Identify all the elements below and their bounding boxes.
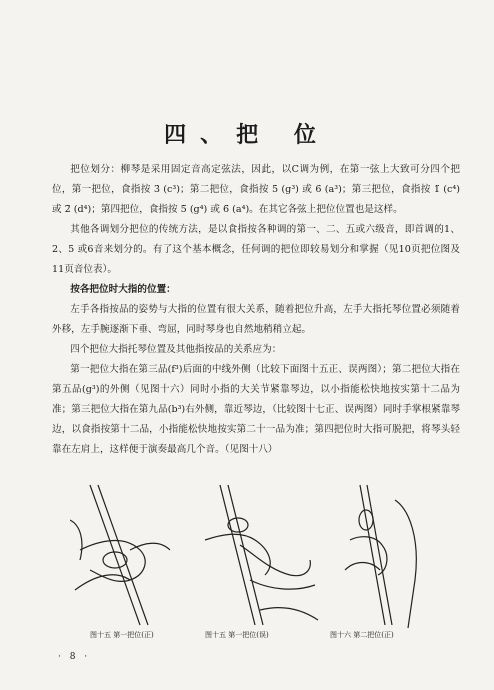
body-text [52,160,460,460]
figures [70,480,430,630]
paragraph-position-details: 第一把位大指在第三品(f³)后面的中线外侧（比较下面图十五正、误两图）；第二把位大指在第五品(g³)的外侧（见图十六）同时小指的大关节紧靠琴边，以小指能松快地按实第十二品为准；第三把位大指在第九品(b³)右外侧，靠近琴边，（比较图十七正、误两图）同时手掌根紧靠琴边，以食指按第十二品，小指能松快地按实第二十一品为准；第四把位时大指可脱把，将琴头轻靠在左肩上，这样便于演奏最高几个音。（见图十八） [52,364,460,455]
paragraph-position-division: 把位划分：柳琴是采用固定音高定弦法，因此，以C调为例，在第一弦上大致可分四个把位，第一把位，食指按 3̇ (c³)；第二把位，食指按 5̇ (g³) 或 6̇ (a³)；第三把位，食指按 1̈ (c⁴) 或 2̈ (d⁴)；第四把位，食指按 5̈ (g⁴) 或 6̈ (a⁴)。在其它各弦上把位位置也是这样。 [52,164,460,215]
caption-fig16-correct: 图十六 第二把位(正) [330,631,394,639]
paragraph-four-positions: 四个把位大指托琴位置及其他指按品的关系应为： [70,344,282,355]
paragraph-other-keys: 其他各调划分把位的传统方法，是以食指按各种调的第一、二、五或六级音，即首调的1、2、5 或6音来划分的。有了这个基本概念，任何调的把位即较易划分和掌握（见10页把位图及11页音位表）。 [52,224,460,275]
caption-fig15-correct: 图十五 第一把位(正) [90,631,154,639]
section-heading-thumb-position: 按各把位时大指的位置： [70,284,176,295]
figure-16-correct [340,480,435,630]
caption-fig15-incorrect: 图十五 第一把位(误) [205,631,269,639]
figure-15-correct [70,480,190,630]
chapter-title: 四、把 位 [164,122,330,148]
paragraph-left-hand: 左手各指按品的姿势与大指的位置有很大关系，随着把位升高，左手大指托琴位置必须随着外移，左手腕逐渐下垂、弯屈，同时琴身也自然地稍稍立起。 [52,304,460,335]
page-number: · 8 · [58,652,91,662]
figure-15-incorrect [200,480,320,630]
